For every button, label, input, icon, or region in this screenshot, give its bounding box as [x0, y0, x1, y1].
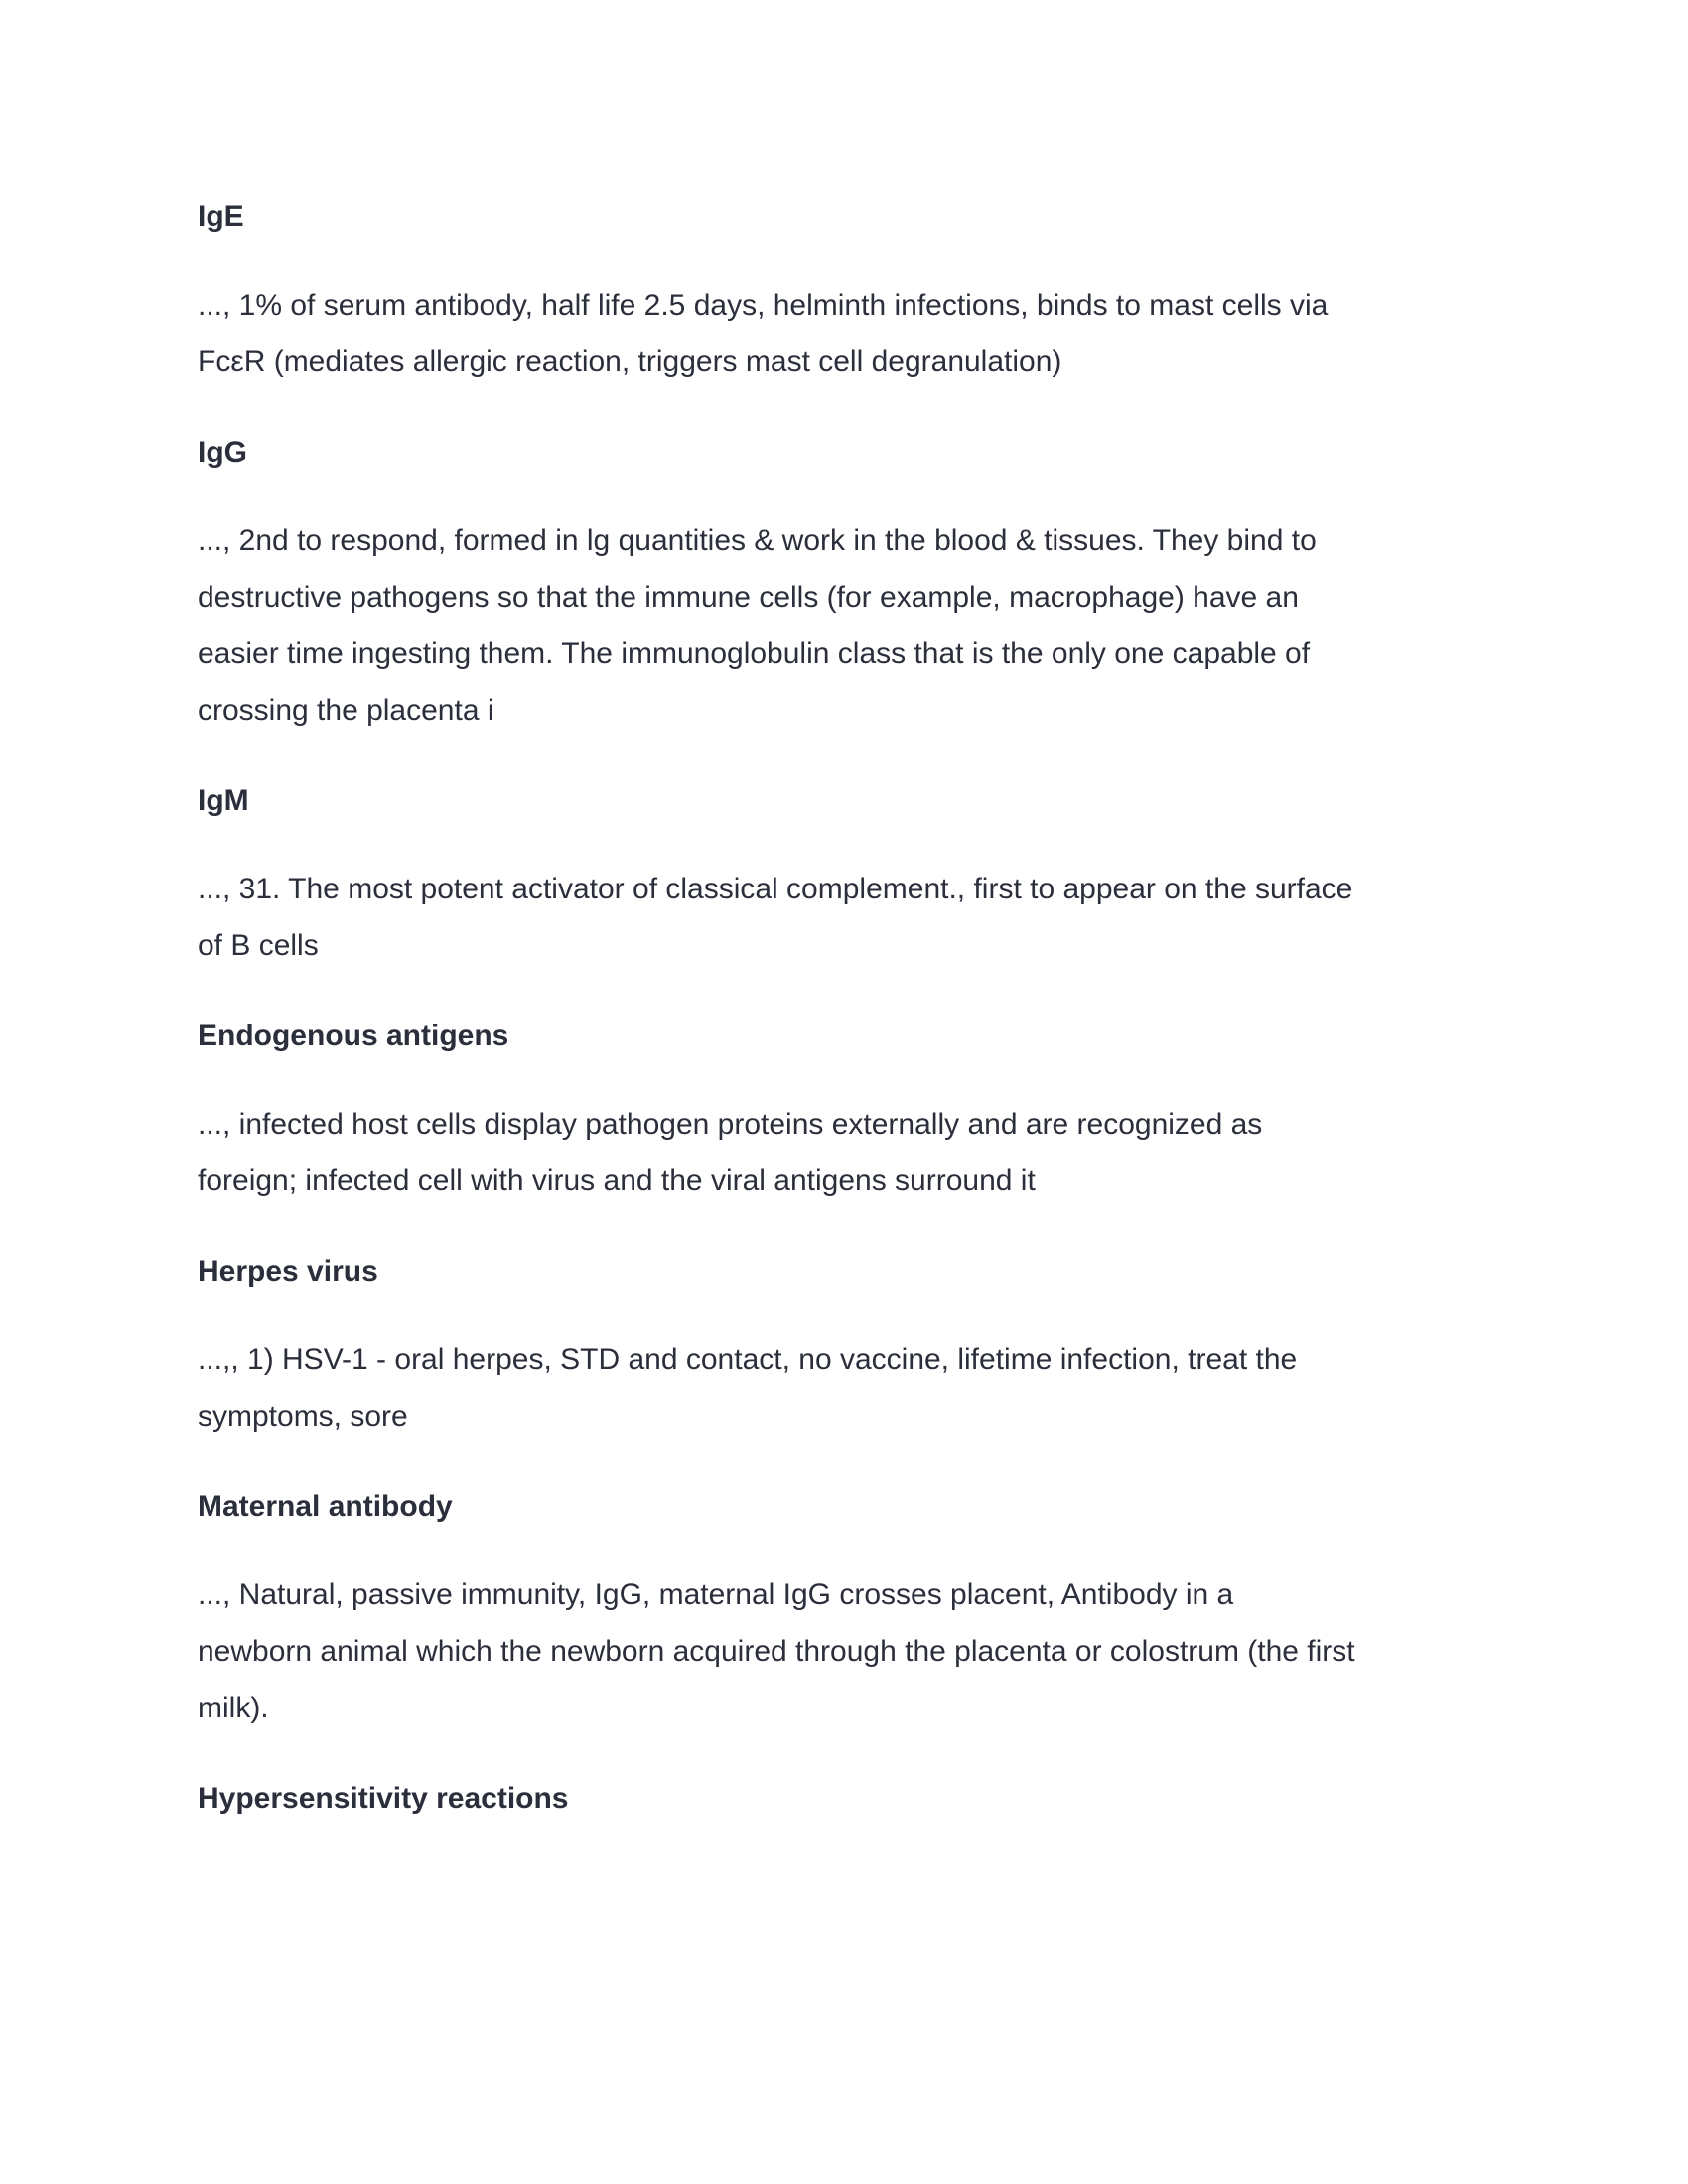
- definition-line: destructive pathogens so that the immune cells (for example, macrophage) have an: [198, 581, 1299, 614]
- definition-line: ..., 31. The most potent activator of classical complement., first to appear on the surface: [198, 873, 1353, 905]
- entry-igm: [198, 772, 1508, 974]
- definition-line: foreign; infected cell with virus and the viral antigens surround it: [198, 1164, 1036, 1197]
- definition-line: of B cells: [198, 929, 319, 962]
- entry-endogenous-antigens: [198, 1008, 1508, 1209]
- term-heading: Maternal antibody: [198, 1490, 453, 1523]
- definition-line: ...,, 1) HSV-1 - oral herpes, STD and contact, no vaccine, lifetime infection, treat the: [198, 1343, 1298, 1376]
- definition-line: ..., infected host cells display pathogen proteins externally and are recognized as: [198, 1108, 1263, 1141]
- definition-line: milk).: [198, 1692, 269, 1724]
- definition: [198, 1331, 1508, 1444]
- term-heading: Endogenous antigens: [198, 1020, 509, 1052]
- definition-line: ..., 2nd to respond, formed in lg quantities & work in the blood & tissues. They bind to: [198, 524, 1317, 557]
- term-heading: Herpes virus: [198, 1255, 378, 1288]
- term-heading: IgM: [198, 784, 249, 817]
- definition-line: ..., Natural, passive immunity, IgG, maternal IgG crosses placent, Antibody in a: [198, 1578, 1234, 1611]
- entry-ige: [198, 189, 1508, 390]
- entry-igg: [198, 424, 1508, 739]
- definition: [198, 277, 1508, 390]
- definition: [198, 1567, 1508, 1736]
- term-heading: IgG: [198, 436, 247, 469]
- definition: [198, 861, 1508, 974]
- definition-line: crossing the placenta i: [198, 694, 494, 727]
- term-heading: Hypersensitivity reactions: [198, 1782, 569, 1815]
- definition-line: symptoms, sore: [198, 1400, 408, 1433]
- entry-hypersensitivity-reactions: [198, 1770, 1508, 1827]
- entry-herpes-virus: [198, 1243, 1508, 1444]
- definition-line: newborn animal which the newborn acquired through the placenta or colostrum (the first: [198, 1635, 1355, 1668]
- document-page: [198, 189, 1508, 1858]
- definition: [198, 1096, 1508, 1209]
- definition-line: ..., 1% of serum antibody, half life 2.5 days, helminth infections, binds to mast cells via: [198, 289, 1329, 322]
- definition-line: easier time ingesting them. The immunoglobulin class that is the only one capable of: [198, 637, 1311, 670]
- definition-line: FcεR (mediates allergic reaction, triggers mast cell degranulation): [198, 345, 1062, 378]
- definition: [198, 512, 1508, 739]
- entry-maternal-antibody: [198, 1478, 1508, 1736]
- term-heading: IgE: [198, 201, 244, 233]
